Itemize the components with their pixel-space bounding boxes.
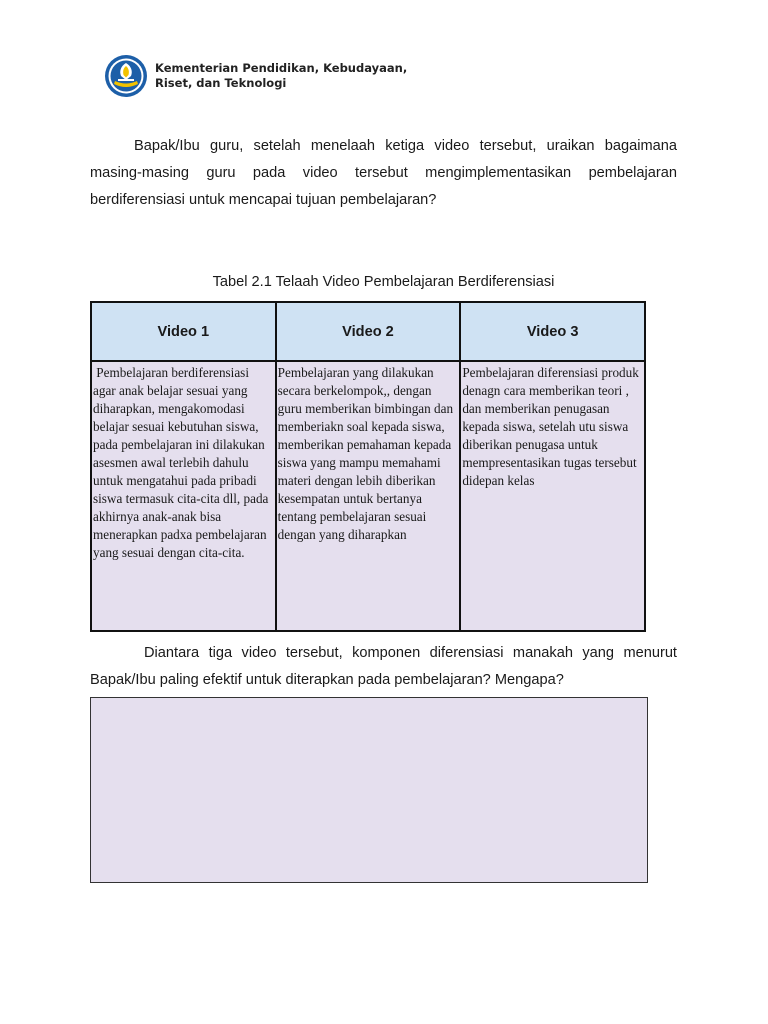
ministry-name-line1: Kementerian Pendidikan, Kebudayaan, bbox=[155, 61, 408, 75]
intro-paragraph: Bapak/Ibu guru, setelah menelaah ketiga video tersebut, uraikan bagaimana masing-masing guru pada video tersebut mengimplementasikan pembelajaran berdiferensiasi untuk mencapai tujuan pembelajaran? bbox=[90, 138, 677, 208]
cell-video-1[interactable]: Pembelajaran berdiferensiasi agar anak belajar sesuai yang diharapkan, mengakomodasi belajar sesuai kebutuhan siswa, pada pembelajaran ini dilakukan asesmen awal terlebih dahulu untuk mengatahui pada pribadi siswa termasuk cita-cita dll, pada akhirnya anak-anak bisa menerapkan padxa pembelajaran yang sesuai dengan cita-cita. bbox=[91, 361, 276, 631]
header-video-1: Video 1 bbox=[91, 302, 276, 361]
cell-video-2[interactable]: Pembelajaran yang dilakukan secara berkelompok,, dengan guru memberikan bimbingan dan memberiakn soal kepada siswa, memberikan pemahaman kepada siswa yang mampu memahami materi dengan lebih diberikan kesempatan untuk bertanya tentang pembelajaran sesuai dengan yang diharapkan bbox=[276, 361, 461, 631]
header-video-2: Video 2 bbox=[276, 302, 461, 361]
table-caption: Tabel 2.1 Telaah Video Pembelajaran Berdiferensiasi bbox=[212, 274, 555, 290]
ministry-name bbox=[155, 61, 407, 91]
table-header-row bbox=[91, 302, 645, 361]
video-review-table bbox=[90, 301, 646, 632]
page-header bbox=[104, 54, 407, 98]
question-paragraph: Diantara tiga video tersebut, komponen diferensiasi manakah yang menurut Bapak/Ibu paling efektif untuk diterapkan pada pembelajaran? Mengapa? bbox=[90, 645, 677, 688]
table-row bbox=[91, 361, 645, 631]
header-video-3: Video 3 bbox=[460, 302, 645, 361]
answer-box[interactable] bbox=[90, 697, 648, 883]
cell-video-3[interactable]: Pembelajaran diferensiasi produk denagn cara memberikan teori , dan memberikan penugasan kepada siswa, setelah utu siswa diberikan penugasa untuk mempresentasikan tugas tersebut didepan kelas bbox=[460, 361, 645, 631]
ministry-name-line2: Riset, dan Teknologi bbox=[155, 76, 287, 90]
ministry-logo-icon bbox=[104, 54, 148, 98]
